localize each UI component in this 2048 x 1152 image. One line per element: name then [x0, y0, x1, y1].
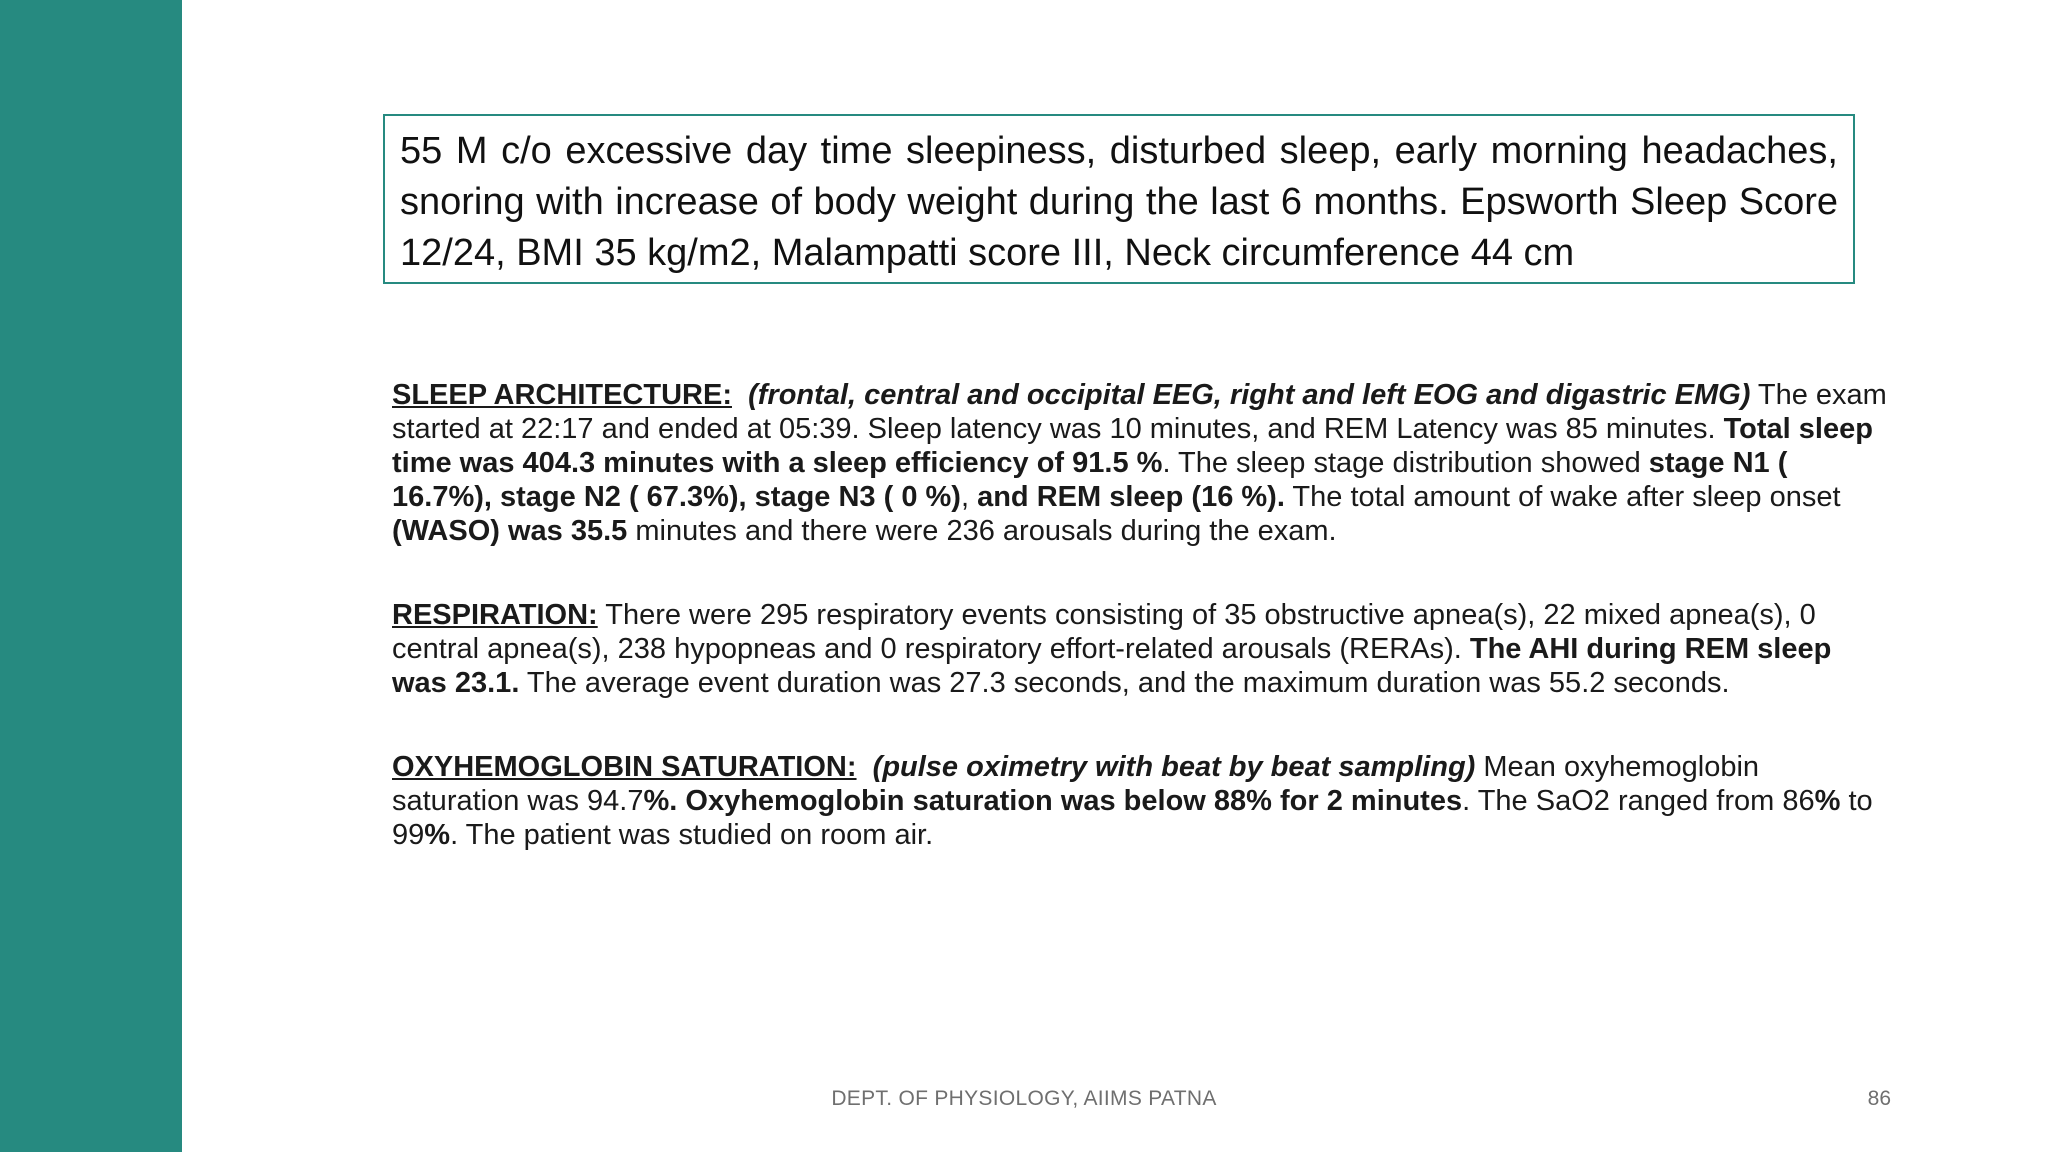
sleep-stage-distribution-text: stage N1 ( 16.7%), stage N2 ( 67.3%), stage N3 ( 0 %) [392, 447, 1788, 513]
sleep-architecture-text: . The sleep stage distribution showed [1162, 447, 1649, 479]
respiration-paragraph [392, 598, 1892, 700]
total-sleep-time-text: Total sleep time was 404.3 minutes with a sleep efficiency of 91.5 % [392, 413, 1873, 479]
sleep-architecture-text: minutes and there were 236 arousals during the exam. [627, 515, 1337, 547]
respiration-text: There were 295 respiratory events consisting of 35 obstructive apnea(s), 22 mixed apnea(s), 0 central apnea(s), 238 hypopneas and 0 respiratory effort-related arousals (RERAs). [392, 599, 1816, 665]
footer-department: DEPT. OF PHYSIOLOGY, AIIMS PATNA [831, 1087, 1217, 1110]
case-summary-text: 55 M c/o excessive day time sleepiness, disturbed sleep, early morning headaches, snoring with increase of body weight during the last 6 months. Epsworth Sleep Score 12/24, BMI 35 kg/m2, Malampatti score III, Neck circumference 44 cm [400, 130, 1838, 274]
sleep-architecture-paragraph [392, 378, 1892, 548]
oxyhemoglobin-paragraph [392, 750, 1892, 852]
ahi-rem-text: The AHI during REM sleep was 23.1. [392, 633, 1832, 699]
oxyhemoglobin-text: to 99 [392, 785, 1873, 851]
respiration-heading: RESPIRATION: [392, 599, 598, 631]
oxyhemoglobin-methods: (pulse oximetry with beat by beat sampling) [872, 751, 1476, 783]
oxyhemoglobin-text: . The patient was studied on room air. [450, 819, 934, 851]
case-summary-box [383, 114, 1855, 284]
oxyhemoglobin-text: . The SaO2 ranged from 86 [1462, 785, 1815, 817]
oxyhemoglobin-text: Mean oxyhemoglobin saturation was 94.7 [392, 751, 1760, 817]
sleep-architecture-text: , [960, 481, 978, 513]
percent-sign: % [1814, 785, 1841, 817]
sleep-architecture-text: The exam started at 22:17 and ended at 05:39. Sleep latency was 10 minutes, and REM Latency was 85 minutes. [392, 379, 1887, 445]
polysomnography-report [392, 378, 1892, 852]
percent-sign: % [424, 819, 451, 851]
sleep-architecture-text: The total amount of wake after sleep onset [1284, 481, 1841, 513]
desaturation-text: %. Oxyhemoglobin saturation was below 88% for 2 minutes [643, 785, 1463, 817]
rem-sleep-text: and REM sleep (16 %). [977, 481, 1285, 513]
sleep-architecture-methods: (frontal, central and occipital EEG, right and left EOG and digastric EMG) [748, 379, 1751, 411]
page-number: 86 [1867, 1087, 1891, 1110]
sleep-architecture-heading: SLEEP ARCHITECTURE: [392, 379, 732, 411]
respiration-text: The average event duration was 27.3 seconds, and the maximum duration was 55.2 seconds. [519, 667, 1730, 699]
oxyhemoglobin-heading: OXYHEMOGLOBIN SATURATION: [392, 751, 857, 783]
accent-side-bar [0, 0, 182, 1152]
waso-text: (WASO) was 35.5 [392, 515, 628, 547]
